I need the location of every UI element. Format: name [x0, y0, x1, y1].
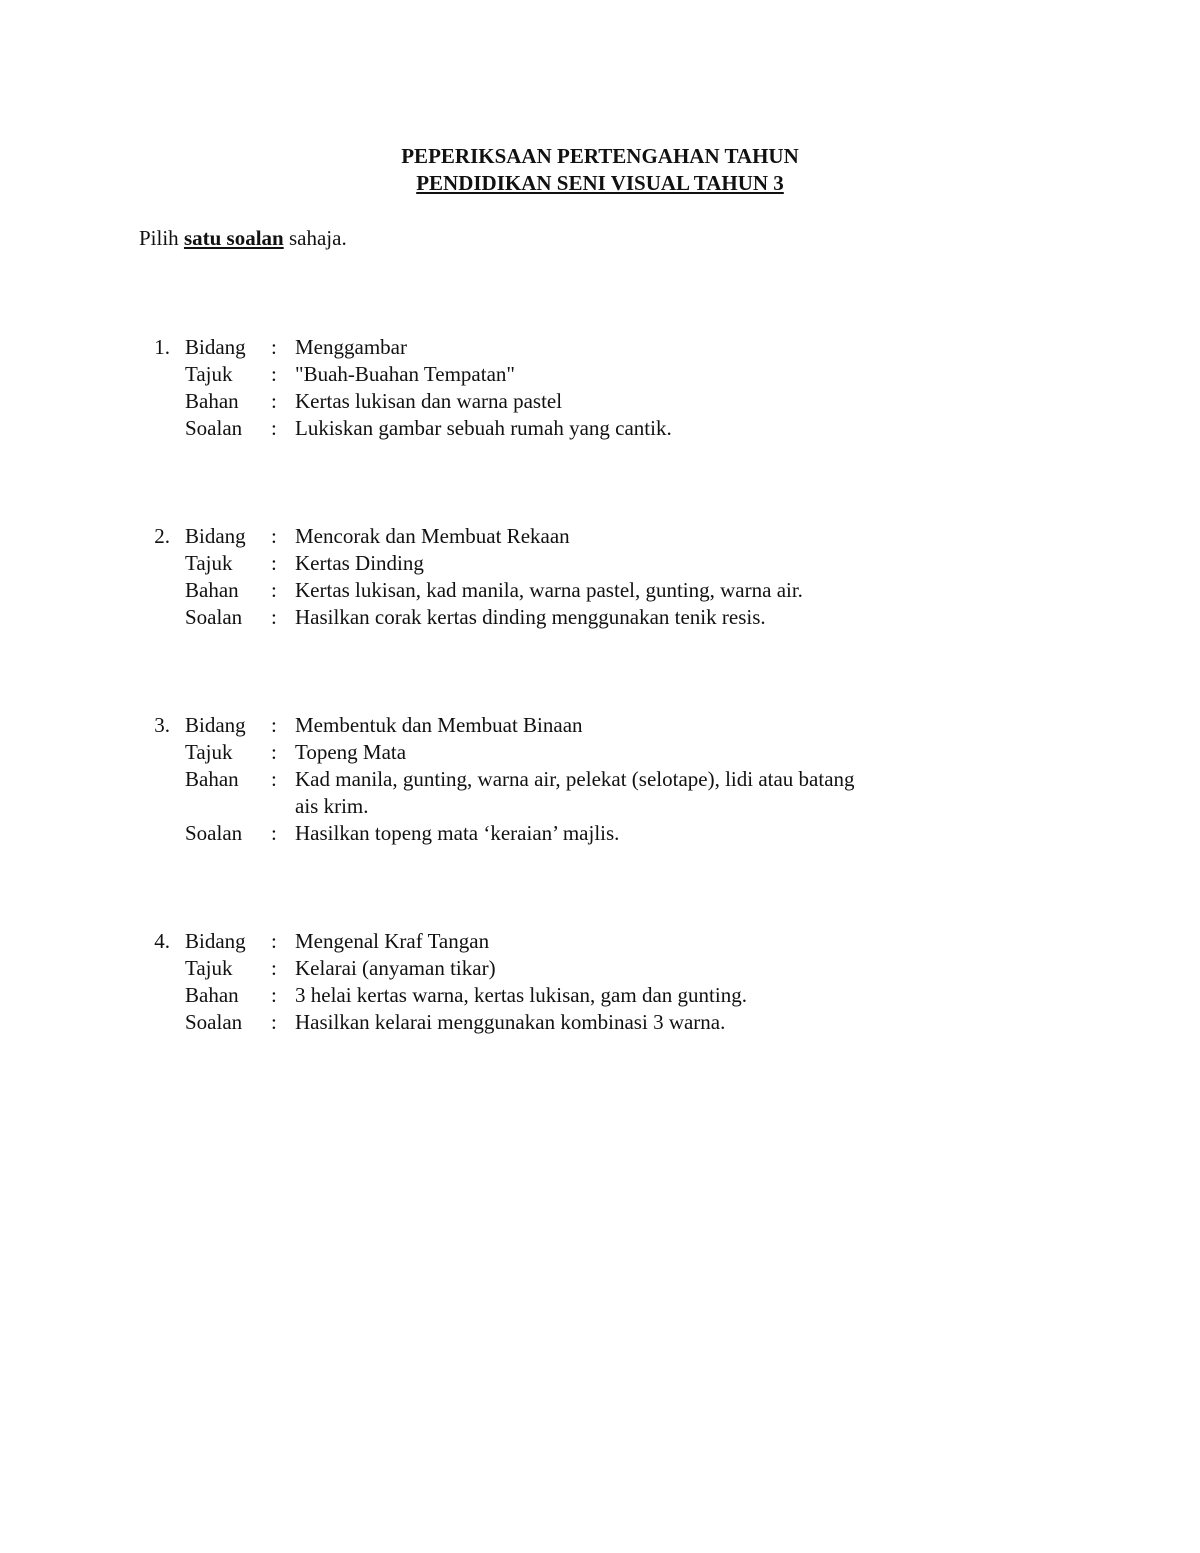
- label-bidang: Bidang: [185, 929, 246, 953]
- value-bahan: Kertas lukisan, kad manila, warna pastel, gunting, warna air.: [295, 578, 803, 602]
- label-soalan: Soalan: [185, 1010, 243, 1034]
- colon: :: [271, 416, 277, 440]
- colon: :: [271, 362, 277, 386]
- colon: :: [271, 767, 277, 791]
- label-bidang: Bidang: [185, 335, 246, 359]
- value-bidang: Mencorak dan Membuat Rekaan: [295, 524, 570, 548]
- instruction: [139, 225, 347, 252]
- value-tajuk: Kertas Dinding: [295, 551, 424, 575]
- question-number: 4.: [154, 929, 170, 953]
- value-bahan: Kertas lukisan dan warna pastel: [295, 389, 563, 413]
- colon: :: [271, 713, 277, 737]
- question-number: 2.: [154, 524, 170, 548]
- label-tajuk: Tajuk: [185, 740, 233, 764]
- value-bahan: 3 helai kertas warna, kertas lukisan, gam dan gunting.: [295, 983, 747, 1007]
- question-4: [0, 928, 1200, 1036]
- instruction-emphasis: satu soalan: [183, 226, 284, 250]
- value-bidang: Mengenal Kraf Tangan: [295, 929, 490, 953]
- label-bidang: Bidang: [185, 524, 246, 548]
- value-bidang: Menggambar: [295, 335, 407, 359]
- colon: :: [271, 956, 277, 980]
- colon: :: [271, 389, 277, 413]
- label-tajuk: Tajuk: [185, 362, 233, 386]
- colon: :: [271, 335, 277, 359]
- label-bidang: Bidang: [185, 713, 246, 737]
- value-soalan: Hasilkan corak kertas dinding menggunakan tenik resis.: [295, 605, 766, 629]
- value-soalan: Hasilkan kelarai menggunakan kombinasi 3 warna.: [295, 1010, 726, 1034]
- colon: :: [271, 551, 277, 575]
- value-tajuk: "Buah-Buahan Tempatan": [295, 362, 515, 386]
- subtitle-text: PENDIDIKAN SENI VISUAL TAHUN 3: [416, 171, 784, 195]
- question-2: [0, 523, 1200, 631]
- label-bahan: Bahan: [185, 578, 239, 602]
- colon: :: [271, 821, 277, 845]
- question-number: 3.: [154, 713, 170, 737]
- value-tajuk: Kelarai (anyaman tikar): [295, 956, 496, 980]
- value-soalan: Hasilkan topeng mata ‘keraian’ majlis.: [295, 821, 620, 845]
- value-tajuk: Topeng Mata: [295, 740, 407, 764]
- question-1: [0, 334, 1200, 442]
- label-bahan: Bahan: [185, 983, 239, 1007]
- label-bahan: Bahan: [185, 389, 239, 413]
- colon: :: [271, 740, 277, 764]
- value-soalan: Lukiskan gambar sebuah rumah yang cantik.: [295, 416, 672, 440]
- colon: :: [271, 578, 277, 602]
- label-soalan: Soalan: [185, 416, 243, 440]
- label-soalan: Soalan: [185, 821, 243, 845]
- label-bahan: Bahan: [185, 767, 239, 791]
- value-bidang: Membentuk dan Membuat Binaan: [295, 713, 583, 737]
- label-tajuk: Tajuk: [185, 956, 233, 980]
- label-soalan: Soalan: [185, 605, 243, 629]
- colon: :: [271, 983, 277, 1007]
- question-number: 1.: [154, 335, 170, 359]
- colon: :: [271, 524, 277, 548]
- value-bahan: Kad manila, gunting, warna air, pelekat (selotape), lidi atau batang ais krim.: [295, 767, 855, 818]
- colon: :: [271, 929, 277, 953]
- exam-subtitle: [0, 170, 1200, 197]
- colon: :: [271, 605, 277, 629]
- question-3: [0, 712, 1200, 847]
- label-tajuk: Tajuk: [185, 551, 233, 575]
- colon: :: [271, 1010, 277, 1034]
- exam-title: PEPERIKSAAN PERTENGAHAN TAHUN: [401, 144, 799, 168]
- instruction-prefix: Pilih: [139, 226, 179, 250]
- instruction-suffix: sahaja.: [288, 226, 347, 250]
